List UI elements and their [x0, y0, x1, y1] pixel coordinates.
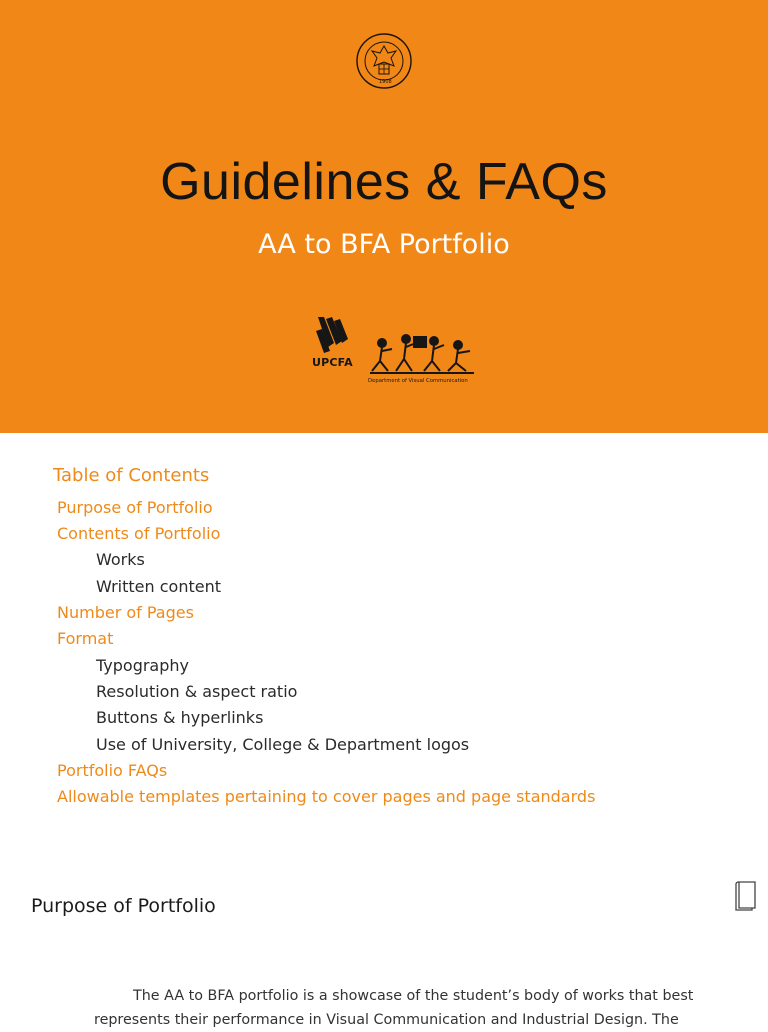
toc-link-written-content[interactable]: Written content: [96, 577, 221, 596]
toc-link-number-of-pages[interactable]: Number of Pages: [57, 603, 194, 622]
document-note-icon[interactable]: [733, 880, 759, 912]
page-title: Guidelines & FAQs: [160, 153, 608, 211]
toc-link-typography[interactable]: Typography: [96, 656, 189, 675]
toc-link-portfolio-faqs[interactable]: Portfolio FAQs: [57, 761, 168, 780]
dvc-logo-icon: [368, 331, 476, 377]
seal-year: 1908: [379, 79, 392, 85]
toc-link-logo-usage[interactable]: Use of University, College & Department logos: [96, 735, 470, 754]
upcfa-label: UPCFA: [312, 356, 353, 369]
toc-link-purpose-of-portfolio[interactable]: Purpose of Portfolio: [57, 498, 213, 517]
toc-link-allowable-templates[interactable]: Allowable templates pertaining to cover pages and page standards: [57, 787, 596, 806]
page-subtitle: AA to BFA Portfolio: [258, 229, 510, 260]
toc-link-resolution-aspect-ratio[interactable]: Resolution & aspect ratio: [96, 682, 298, 701]
cover-banner: [0, 0, 768, 433]
toc-link-buttons-hyperlinks[interactable]: Buttons & hyperlinks: [96, 708, 264, 727]
section-heading-purpose: Purpose of Portfolio: [31, 895, 216, 917]
toc-link-format[interactable]: Format: [57, 629, 114, 648]
toc-link-contents-of-portfolio[interactable]: Contents of Portfolio: [57, 524, 221, 543]
toc-heading: Table of Contents: [53, 465, 210, 486]
section-paragraph: The AA to BFA portfolio is a showcase of the student’s body of works that best represents their performance in Visual Communication and Industrial Design. The: [94, 988, 694, 1028]
dept-label: Department of Visual Communication: [368, 378, 468, 384]
toc-link-works[interactable]: Works: [96, 550, 145, 569]
university-seal-icon: [354, 31, 414, 91]
